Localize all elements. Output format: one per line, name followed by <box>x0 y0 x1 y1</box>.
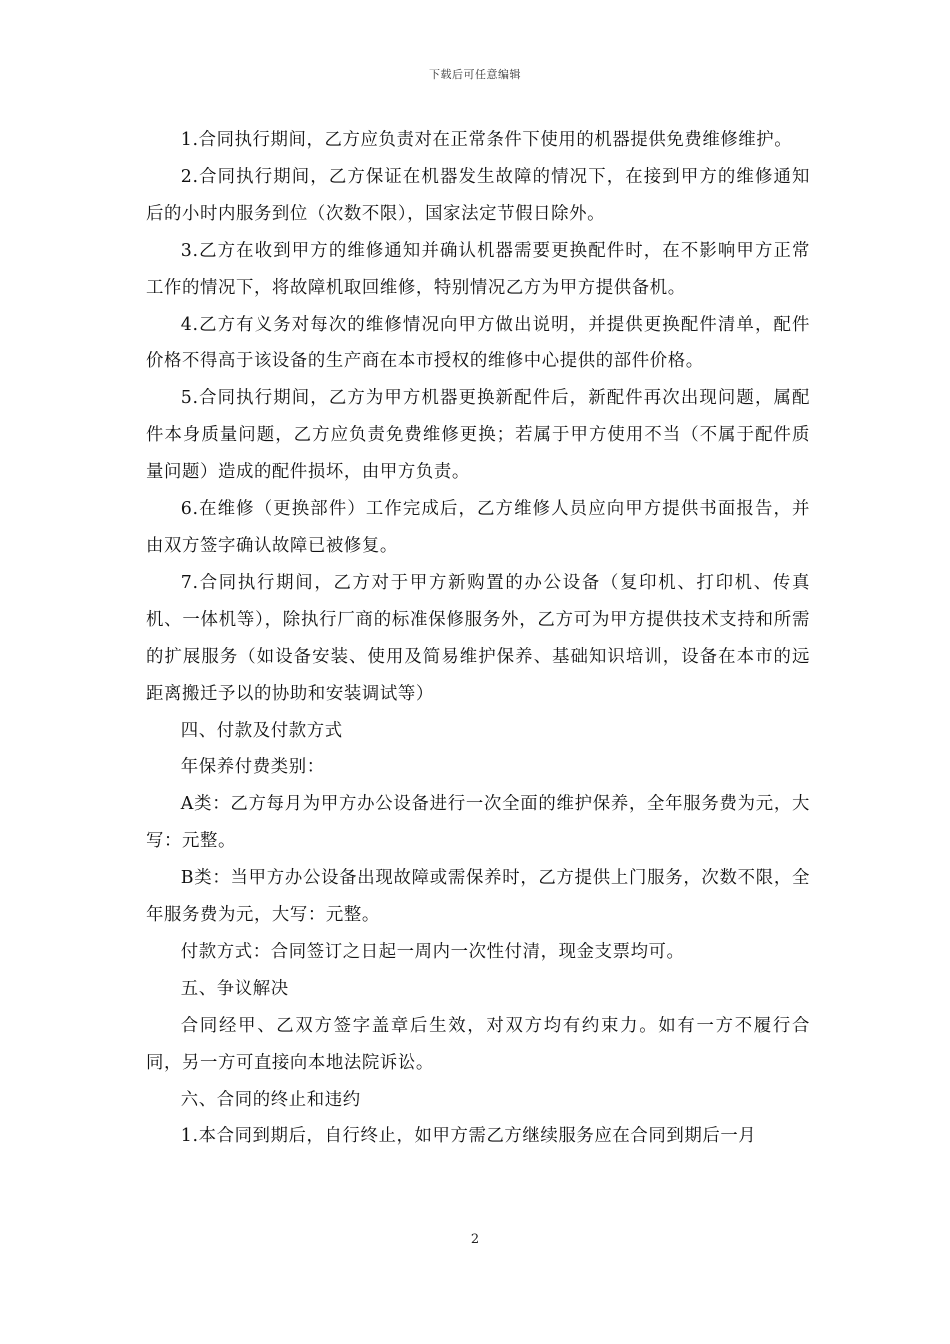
termination-clause-1: 1.本合同到期后，自行终止，如甲方需乙方继续服务应在合同到期后一月 <box>180 1126 757 1147</box>
section-heading-termination: 六、合同的终止和违约 <box>180 1089 361 1110</box>
page-number: 2 <box>470 1232 480 1247</box>
section-heading-payment: 四、付款及付款方式 <box>180 720 343 741</box>
dispute-clause: 合同经甲、乙双方签字盖章后生效，对双方均有约束力。如有一方不履行合同，另一方可直接向本地法院诉讼。 <box>146 1015 810 1073</box>
payment-category-a: A类：乙方每月为甲方办公设备进行一次全面的维护保养，全年服务费为元，大写：元整。 <box>146 794 810 852</box>
clause-7: 7.合同执行期间，乙方对于甲方新购置的办公设备（复印机、打印机、传真机、一体机等），除执行厂商的标准保修服务外，乙方可为甲方提供技术支持和所需的扩展服务（如设备安装、使用及简易维护保养、基础知识培训，设备在本市的远距离搬迁予以的协助和安装调试等） <box>146 572 810 704</box>
document-body <box>146 122 810 1155</box>
payment-category-b: B类：当甲方办公设备出现故障或需保养时，乙方提供上门服务，次数不限，全年服务费为元，大写：元整。 <box>146 868 810 926</box>
clause-4: 4.乙方有义务对每次的维修情况向甲方做出说明，并提供更换配件清单，配件价格不得高于该设备的生产商在本市授权的维修中心提供的部件价格。 <box>146 314 810 372</box>
clause-5: 5.合同执行期间，乙方为甲方机器更换新配件后，新配件再次出现问题，属配件本身质量问题，乙方应负责免费维修更换；若属于甲方使用不当（不属于配件质量问题）造成的配件损坏，由甲方负责。 <box>146 388 810 483</box>
payment-method: 付款方式：合同签订之日起一周内一次性付清，现金支票均可。 <box>180 941 685 962</box>
clause-1: 1.合同执行期间，乙方应负责对在正常条件下使用的机器提供免费维修维护。 <box>180 130 793 150</box>
payment-category-label: 年保养付费类别： <box>180 757 325 778</box>
clause-6: 6.在维修（更换部件）工作完成后，乙方维修人员应向甲方提供书面报告，并由双方签字确认故障已被修复。 <box>146 499 810 556</box>
clause-3: 3.乙方在收到甲方的维修通知并确认机器需要更换配件时，在不影响甲方正常工作的情况下，将故障机取回维修，特别情况乙方为甲方提供备机。 <box>146 240 810 298</box>
page-header: 下载后可任意编辑 <box>429 68 521 81</box>
clause-2: 2.合同执行期间，乙方保证在机器发生故障的情况下，在接到甲方的维修通知后的小时内服务到位（次数不限），国家法定节假日除外。 <box>146 166 810 224</box>
section-heading-dispute: 五、争议解决 <box>180 978 289 999</box>
